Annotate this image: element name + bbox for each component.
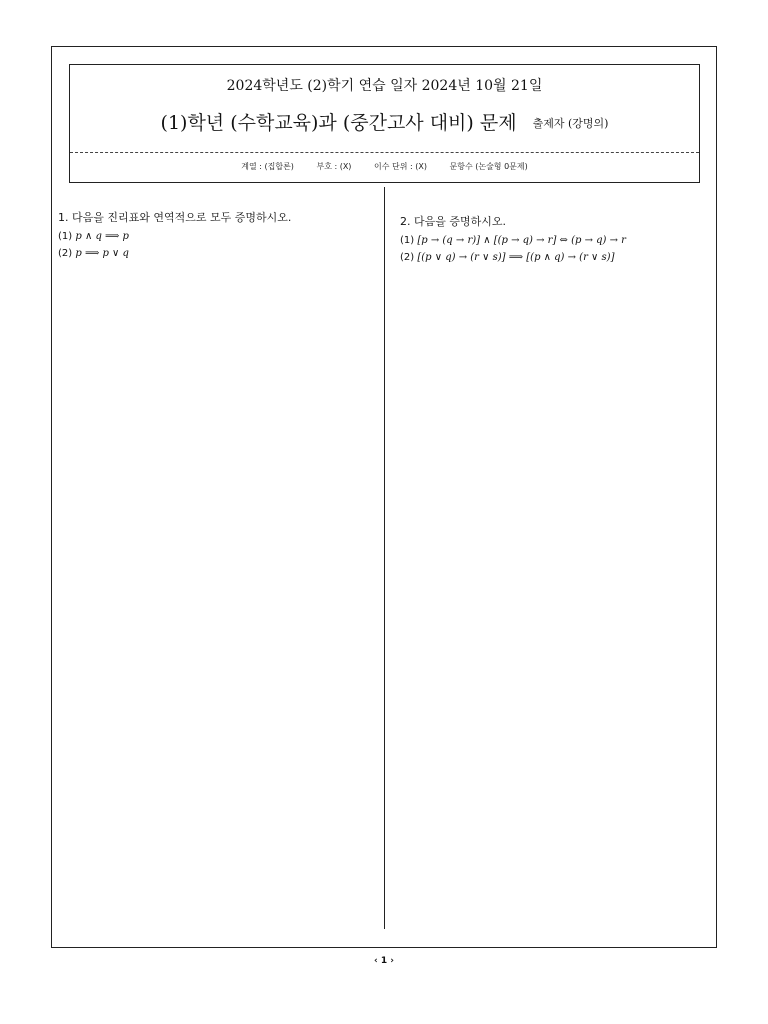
item-label: (2)	[58, 248, 73, 259]
header-divider	[70, 152, 699, 153]
item-expression: p ∧ q ⟹ p	[75, 231, 129, 242]
item-label: (1)	[58, 231, 73, 242]
exam-date-line: 2024학년도 (2)학기 연습 일자 2024년 10월 21일	[226, 78, 543, 94]
question-1-item-2	[58, 245, 380, 262]
exam-header	[69, 64, 700, 183]
question-1-title: 1. 다음을 진리표와 연역적으로 모두 증명하시오.	[58, 211, 292, 224]
exam-meta	[70, 161, 699, 172]
meta-field: 계열 : (집합론)	[241, 162, 294, 171]
exam-title-text: (1)학년 (수학교육)과 (중간고사 대비) 문제	[160, 112, 517, 134]
exam-title	[70, 108, 699, 135]
item-label: (2)	[400, 252, 415, 263]
exam-page	[51, 46, 717, 948]
question-2-item-2	[400, 249, 710, 266]
item-expression: [(p ∨ q) → (r ∨ s)] ⟹ [(p ∧ q) → (r ∨ s)]	[417, 252, 615, 263]
exam-author: 출제자 (강명의)	[532, 117, 609, 130]
question-1-item-1	[58, 228, 380, 245]
item-label: (1)	[400, 235, 415, 246]
meta-code: 부호 : (X)	[316, 162, 352, 171]
column-divider	[384, 187, 385, 929]
question-2-title: 2. 다음을 증명하시오.	[400, 215, 506, 228]
item-expression: [p → (q → r)] ∧ [(p → q) → r] ⇔ (p → q) → r	[417, 235, 626, 246]
question-2-item-1	[400, 232, 710, 249]
meta-credit: 이수 단위 : (X)	[373, 162, 427, 171]
meta-count: 문항수 (논술형 0문제)	[449, 162, 528, 171]
item-expression: p ⟹ p ∨ q	[75, 248, 129, 259]
page-number: ‹ 1 ›	[374, 956, 394, 966]
question-1	[58, 209, 380, 262]
question-2	[400, 213, 710, 266]
